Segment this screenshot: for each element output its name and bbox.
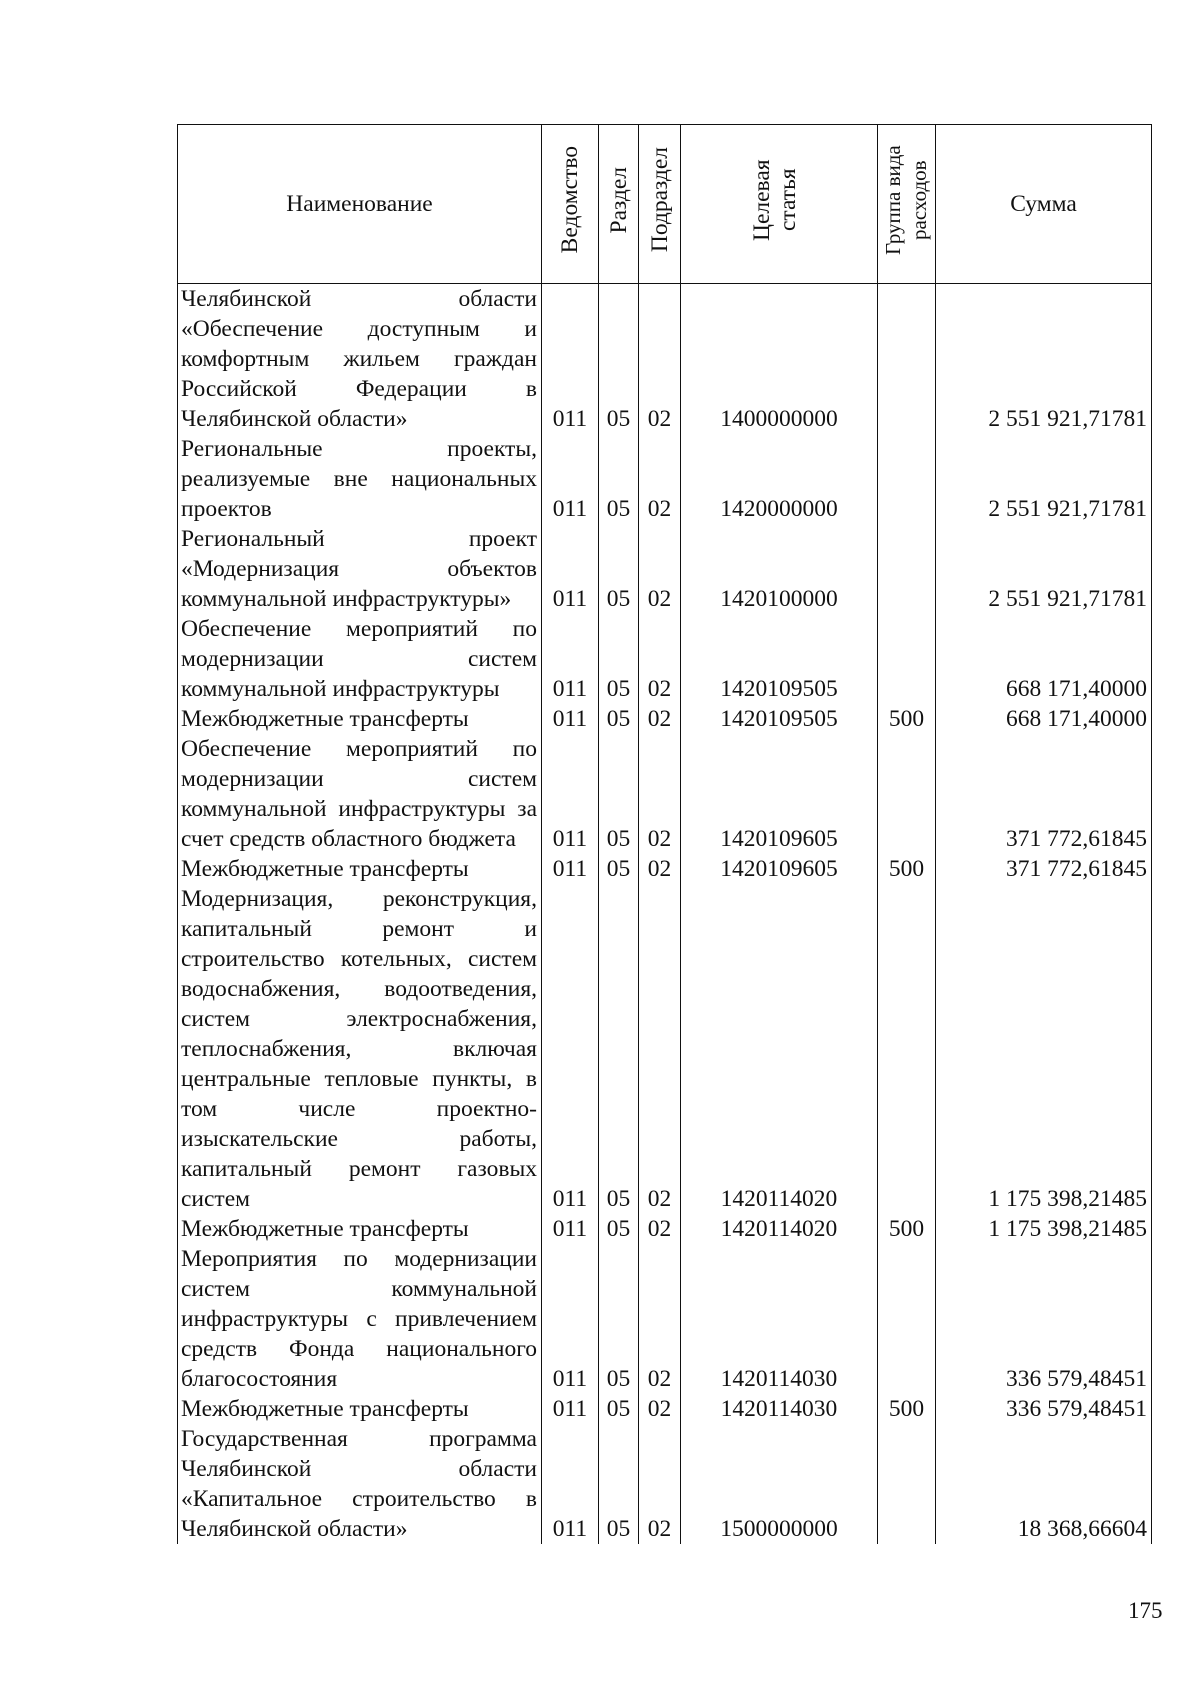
cell-vedomstvo: 011 <box>542 884 599 1214</box>
cell-celevaya-statya: 1420114030 <box>681 1244 878 1394</box>
cell-summa: 336 579,48451 <box>936 1394 1152 1424</box>
cell-podrazdel: 02 <box>639 704 681 734</box>
cell-podrazdel: 02 <box>639 1394 681 1424</box>
table-row <box>178 1244 1152 1394</box>
cell-podrazdel: 02 <box>639 884 681 1214</box>
cell-vedomstvo: 011 <box>542 434 599 524</box>
cell-gruppa-vida-rashodov <box>878 734 936 854</box>
cell-vedomstvo: 011 <box>542 854 599 884</box>
header-celevaya-statya: Целевая статья <box>681 125 878 284</box>
cell-vedomstvo: 011 <box>542 1394 599 1424</box>
cell-celevaya-statya: 1420000000 <box>681 434 878 524</box>
cell-celevaya-statya: 1420114030 <box>681 1394 878 1424</box>
cell-name: Обеспечение мероприятий по модернизации систем коммунальной инфраструктуры за счет средств областного бюджета <box>178 734 542 854</box>
table-row <box>178 884 1152 1214</box>
cell-gruppa-vida-rashodov <box>878 434 936 524</box>
cell-celevaya-statya: 1420109505 <box>681 704 878 734</box>
table-row <box>178 284 1152 435</box>
cell-razdel: 05 <box>599 704 639 734</box>
cell-gruppa-vida-rashodov <box>878 284 936 435</box>
cell-gruppa-vida-rashodov: 500 <box>878 704 936 734</box>
cell-summa: 668 171,40000 <box>936 614 1152 704</box>
cell-podrazdel: 02 <box>639 1244 681 1394</box>
cell-name: Модернизация, реконструкция, капитальный ремонт и строительство котельных, систем водоснабжения, водоотведения, систем электроснабжения, теплоснабжения, включая центральные тепловые пункты, в том числе проектно-изыскательские работы, капитальный ремонт газовых систем <box>178 884 542 1214</box>
cell-summa: 2 551 921,71781 <box>936 524 1152 614</box>
cell-vedomstvo: 011 <box>542 284 599 435</box>
header-razdel: Раздел <box>599 125 639 284</box>
cell-gruppa-vida-rashodov: 500 <box>878 1214 936 1244</box>
cell-podrazdel: 02 <box>639 854 681 884</box>
page-number: 175 <box>1128 1598 1163 1623</box>
cell-vedomstvo: 011 <box>542 1424 599 1544</box>
cell-gruppa-vida-rashodov: 500 <box>878 854 936 884</box>
cell-name: Государственная программа Челябинской области «Капитальное строительство в Челябинской области» <box>178 1424 542 1544</box>
cell-summa: 18 368,66604 <box>936 1424 1152 1544</box>
cell-summa: 371 772,61845 <box>936 734 1152 854</box>
cell-name: Межбюджетные трансферты <box>178 704 542 734</box>
cell-vedomstvo: 011 <box>542 704 599 734</box>
cell-razdel: 05 <box>599 1214 639 1244</box>
cell-razdel: 05 <box>599 1244 639 1394</box>
cell-name: Региональные проекты, реализуемые вне национальных проектов <box>178 434 542 524</box>
cell-razdel: 05 <box>599 734 639 854</box>
cell-celevaya-statya: 1420109605 <box>681 854 878 884</box>
cell-celevaya-statya: 1500000000 <box>681 1424 878 1544</box>
table-row <box>178 704 1152 734</box>
cell-podrazdel: 02 <box>639 284 681 435</box>
header-podrazdel: Подраздел <box>639 125 681 284</box>
header-gruppa-vida-rashodov: Группа вида расходов <box>878 125 936 284</box>
header-summa: Сумма <box>936 125 1152 284</box>
cell-gruppa-vida-rashodov <box>878 614 936 704</box>
cell-gruppa-vida-rashodov <box>878 1424 936 1544</box>
cell-summa: 668 171,40000 <box>936 704 1152 734</box>
cell-celevaya-statya: 1420109605 <box>681 734 878 854</box>
cell-name: Мероприятия по модернизации систем коммунальной инфраструктуры с привлечением средств Фонда национального благосостояния <box>178 1244 542 1394</box>
cell-vedomstvo: 011 <box>542 1244 599 1394</box>
table-row <box>178 1424 1152 1544</box>
cell-podrazdel: 02 <box>639 1214 681 1244</box>
cell-vedomstvo: 011 <box>542 614 599 704</box>
cell-podrazdel: 02 <box>639 434 681 524</box>
table-row <box>178 434 1152 524</box>
cell-celevaya-statya: 1420114020 <box>681 1214 878 1244</box>
cell-gruppa-vida-rashodov <box>878 884 936 1214</box>
cell-summa: 2 551 921,71781 <box>936 434 1152 524</box>
table-row <box>178 1214 1152 1244</box>
cell-vedomstvo: 011 <box>542 734 599 854</box>
cell-gruppa-vida-rashodov: 500 <box>878 1394 936 1424</box>
cell-summa: 371 772,61845 <box>936 854 1152 884</box>
cell-podrazdel: 02 <box>639 614 681 704</box>
cell-gruppa-vida-rashodov <box>878 1244 936 1394</box>
table-row <box>178 734 1152 854</box>
cell-podrazdel: 02 <box>639 524 681 614</box>
cell-celevaya-statya: 1420114020 <box>681 884 878 1214</box>
cell-name: Обеспечение мероприятий по модернизации систем коммунальной инфраструктуры <box>178 614 542 704</box>
cell-summa: 1 175 398,21485 <box>936 1214 1152 1244</box>
header-vedomstvo: Ведомство <box>542 125 599 284</box>
cell-summa: 1 175 398,21485 <box>936 884 1152 1214</box>
cell-name: Межбюджетные трансферты <box>178 1214 542 1244</box>
cell-name: Челябинской области «Обеспечение доступным и комфортным жильем граждан Российской Федерации в Челябинской области» <box>178 284 542 435</box>
cell-razdel: 05 <box>599 614 639 704</box>
table-row <box>178 614 1152 704</box>
cell-celevaya-statya: 1400000000 <box>681 284 878 435</box>
cell-podrazdel: 02 <box>639 734 681 854</box>
cell-summa: 336 579,48451 <box>936 1244 1152 1394</box>
cell-celevaya-statya: 1420100000 <box>681 524 878 614</box>
cell-celevaya-statya: 1420109505 <box>681 614 878 704</box>
cell-podrazdel: 02 <box>639 1424 681 1544</box>
cell-name: Межбюджетные трансферты <box>178 854 542 884</box>
cell-razdel: 05 <box>599 1424 639 1544</box>
table-row <box>178 524 1152 614</box>
cell-vedomstvo: 011 <box>542 1214 599 1244</box>
header-name: Наименование <box>178 125 542 284</box>
table-header-row <box>178 125 1152 284</box>
budget-table <box>177 124 1152 1544</box>
cell-name: Межбюджетные трансферты <box>178 1394 542 1424</box>
cell-razdel: 05 <box>599 1394 639 1424</box>
cell-name: Региональный проект «Модернизация объектов коммунальной инфраструктуры» <box>178 524 542 614</box>
table-row <box>178 854 1152 884</box>
cell-vedomstvo: 011 <box>542 524 599 614</box>
table-row <box>178 1394 1152 1424</box>
cell-razdel: 05 <box>599 284 639 435</box>
cell-summa: 2 551 921,71781 <box>936 284 1152 435</box>
cell-gruppa-vida-rashodov <box>878 524 936 614</box>
cell-razdel: 05 <box>599 884 639 1214</box>
cell-razdel: 05 <box>599 434 639 524</box>
cell-razdel: 05 <box>599 854 639 884</box>
cell-razdel: 05 <box>599 524 639 614</box>
